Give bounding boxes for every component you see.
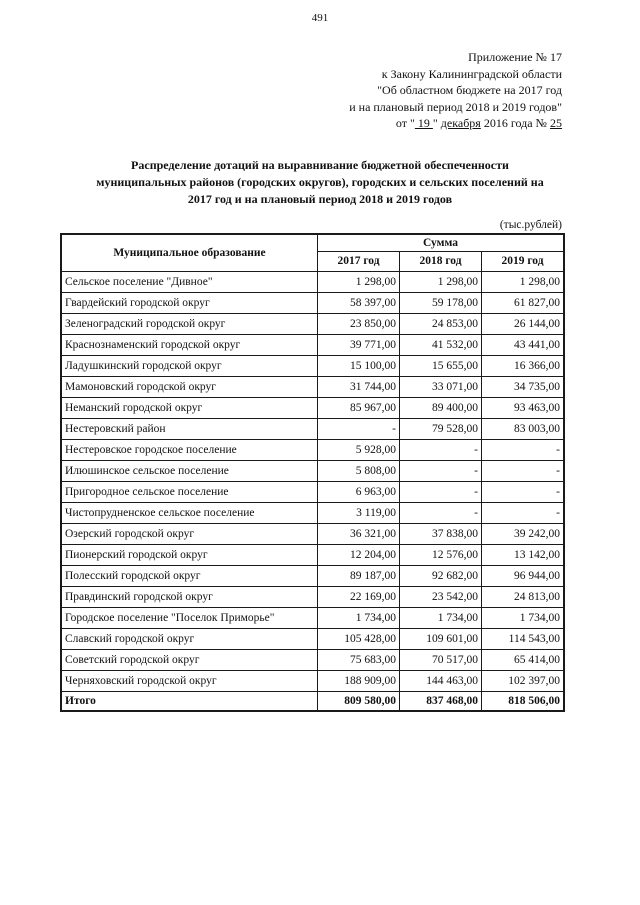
table-row: [61, 419, 564, 440]
subsidy-table: [60, 233, 565, 712]
municipality-name: Городское поселение "Поселок Приморье": [61, 608, 318, 629]
municipality-name: Илюшинское сельское поселение: [61, 461, 318, 482]
total-row: [61, 692, 564, 712]
value-2018: 33 071,00: [400, 377, 482, 398]
appendix-line-1: Приложение № 17: [468, 50, 562, 64]
appendix-line-2: к Закону Калининградской области: [381, 66, 562, 81]
table-row: [61, 335, 564, 356]
appendix-date-mid: ": [432, 116, 441, 130]
title-line-2: муниципальных районов (городских округов), городских и сельских поселений на: [96, 175, 544, 189]
value-2017: 188 909,00: [318, 671, 400, 692]
table-row: [61, 272, 564, 293]
table-row: [61, 671, 564, 692]
value-2019: 65 414,00: [482, 650, 565, 671]
value-2018: -: [400, 482, 482, 503]
municipality-name: Пригородное сельское поселение: [61, 482, 318, 503]
table-row: [61, 545, 564, 566]
value-2018: 1 298,00: [400, 272, 482, 293]
value-2018: 15 655,00: [400, 356, 482, 377]
value-2017: 85 967,00: [318, 398, 400, 419]
appendix-law-number: 25: [550, 116, 562, 130]
header-year-2018: 2018 год: [400, 251, 482, 271]
table-row: [61, 482, 564, 503]
title-line-1: Распределение дотаций на выравнивание бюджетной обеспеченности: [131, 158, 509, 172]
value-2019: 16 366,00: [482, 356, 565, 377]
table-row: [61, 524, 564, 545]
value-2017: 15 100,00: [318, 356, 400, 377]
value-2017: 23 850,00: [318, 314, 400, 335]
appendix-line-3: "Об областном бюджете на 2017 год: [377, 83, 562, 97]
total-2018: 837 468,00: [400, 692, 482, 712]
table-row: [61, 398, 564, 419]
value-2017: 1 298,00: [318, 272, 400, 293]
appendix-date-day: 19: [414, 116, 433, 130]
municipality-name: Сельское поселение "Дивное": [61, 272, 318, 293]
value-2019: 83 003,00: [482, 419, 565, 440]
value-2017: 5 928,00: [318, 440, 400, 461]
title-line-3: 2017 год и на плановый период 2018 и 2019 годов: [187, 192, 453, 206]
value-2018: -: [400, 503, 482, 524]
total-2019: 818 506,00: [482, 692, 565, 712]
value-2019: 26 144,00: [482, 314, 565, 335]
value-2018: 12 576,00: [400, 545, 482, 566]
municipality-name: Мамоновский городской округ: [61, 377, 318, 398]
municipality-name: Ладушкинский городской округ: [61, 356, 318, 377]
municipality-name: Озерский городской округ: [61, 524, 318, 545]
value-2019: 114 543,00: [482, 629, 565, 650]
value-2018: 59 178,00: [400, 293, 482, 314]
value-2017: 3 119,00: [318, 503, 400, 524]
value-2018: 92 682,00: [400, 566, 482, 587]
table-row: [61, 503, 564, 524]
appendix-date-year: 2016 года №: [480, 116, 550, 130]
value-2018: 23 542,00: [400, 587, 482, 608]
value-2017: 36 321,00: [318, 524, 400, 545]
value-2017: 22 169,00: [318, 587, 400, 608]
value-2017: -: [318, 419, 400, 440]
page-number: 491: [311, 12, 329, 24]
table-row: [61, 356, 564, 377]
appendix-header: [349, 49, 562, 132]
table-row: [61, 377, 564, 398]
value-2019: -: [482, 461, 565, 482]
municipality-name: Нестеровский район: [61, 419, 318, 440]
appendix-line-4: и на плановый период 2018 и 2019 годов": [349, 99, 562, 114]
units-label: (тыс.рублей): [499, 219, 562, 231]
header-year-2017: 2017 год: [318, 251, 400, 271]
value-2018: 89 400,00: [400, 398, 482, 419]
value-2018: 24 853,00: [400, 314, 482, 335]
value-2018: 79 528,00: [400, 419, 482, 440]
value-2017: 5 808,00: [318, 461, 400, 482]
value-2019: 1 298,00: [482, 272, 565, 293]
municipality-name: Неманский городской округ: [61, 398, 318, 419]
value-2017: 89 187,00: [318, 566, 400, 587]
value-2019: -: [482, 503, 565, 524]
table-row: [61, 293, 564, 314]
municipality-name: Черняховский городской округ: [61, 671, 318, 692]
total-2017: 809 580,00: [318, 692, 400, 712]
value-2018: 109 601,00: [400, 629, 482, 650]
municipality-name: Чистопрудненское сельское поселение: [61, 503, 318, 524]
value-2017: 1 734,00: [318, 608, 400, 629]
appendix-date-month: декабря: [440, 116, 481, 130]
table-row: [61, 608, 564, 629]
table-row: [61, 650, 564, 671]
header-municipality: Муниципальное образование: [61, 234, 318, 272]
municipality-name: Полесский городской округ: [61, 566, 318, 587]
value-2017: 39 771,00: [318, 335, 400, 356]
municipality-name: Славский городской округ: [61, 629, 318, 650]
value-2017: 6 963,00: [318, 482, 400, 503]
value-2019: -: [482, 482, 565, 503]
municipality-name: Правдинский городской округ: [61, 587, 318, 608]
value-2019: 39 242,00: [482, 524, 565, 545]
value-2018: -: [400, 461, 482, 482]
value-2019: 102 397,00: [482, 671, 565, 692]
table-row: [61, 629, 564, 650]
value-2018: 37 838,00: [400, 524, 482, 545]
value-2019: -: [482, 440, 565, 461]
table-row: [61, 587, 564, 608]
value-2019: 34 735,00: [482, 377, 565, 398]
value-2017: 12 204,00: [318, 545, 400, 566]
value-2018: 1 734,00: [400, 608, 482, 629]
municipality-name: Нестеровское городское поселение: [61, 440, 318, 461]
table-row: [61, 440, 564, 461]
municipality-name: Гвардейский городской округ: [61, 293, 318, 314]
value-2018: 144 463,00: [400, 671, 482, 692]
table-row: [61, 461, 564, 482]
appendix-date-prefix: от ": [395, 116, 415, 130]
municipality-name: Зеленоградский городской округ: [61, 314, 318, 335]
value-2017: 105 428,00: [318, 629, 400, 650]
value-2019: 43 441,00: [482, 335, 565, 356]
municipality-name: Пионерский городской округ: [61, 545, 318, 566]
document-title: [60, 157, 580, 208]
table-row: [61, 314, 564, 335]
value-2017: 58 397,00: [318, 293, 400, 314]
table-body: [61, 272, 564, 692]
municipality-name: Советский городской округ: [61, 650, 318, 671]
value-2017: 31 744,00: [318, 377, 400, 398]
municipality-name: Краснознаменский городской округ: [61, 335, 318, 356]
value-2019: 13 142,00: [482, 545, 565, 566]
value-2018: -: [400, 440, 482, 461]
value-2019: 61 827,00: [482, 293, 565, 314]
value-2018: 70 517,00: [400, 650, 482, 671]
header-sum: Сумма: [318, 234, 565, 251]
value-2019: 93 463,00: [482, 398, 565, 419]
table-row: [61, 566, 564, 587]
value-2019: 96 944,00: [482, 566, 565, 587]
value-2019: 1 734,00: [482, 608, 565, 629]
header-year-2019: 2019 год: [482, 251, 565, 271]
value-2019: 24 813,00: [482, 587, 565, 608]
total-label: Итого: [61, 692, 318, 712]
value-2017: 75 683,00: [318, 650, 400, 671]
appendix-line-5: [349, 115, 562, 132]
value-2018: 41 532,00: [400, 335, 482, 356]
